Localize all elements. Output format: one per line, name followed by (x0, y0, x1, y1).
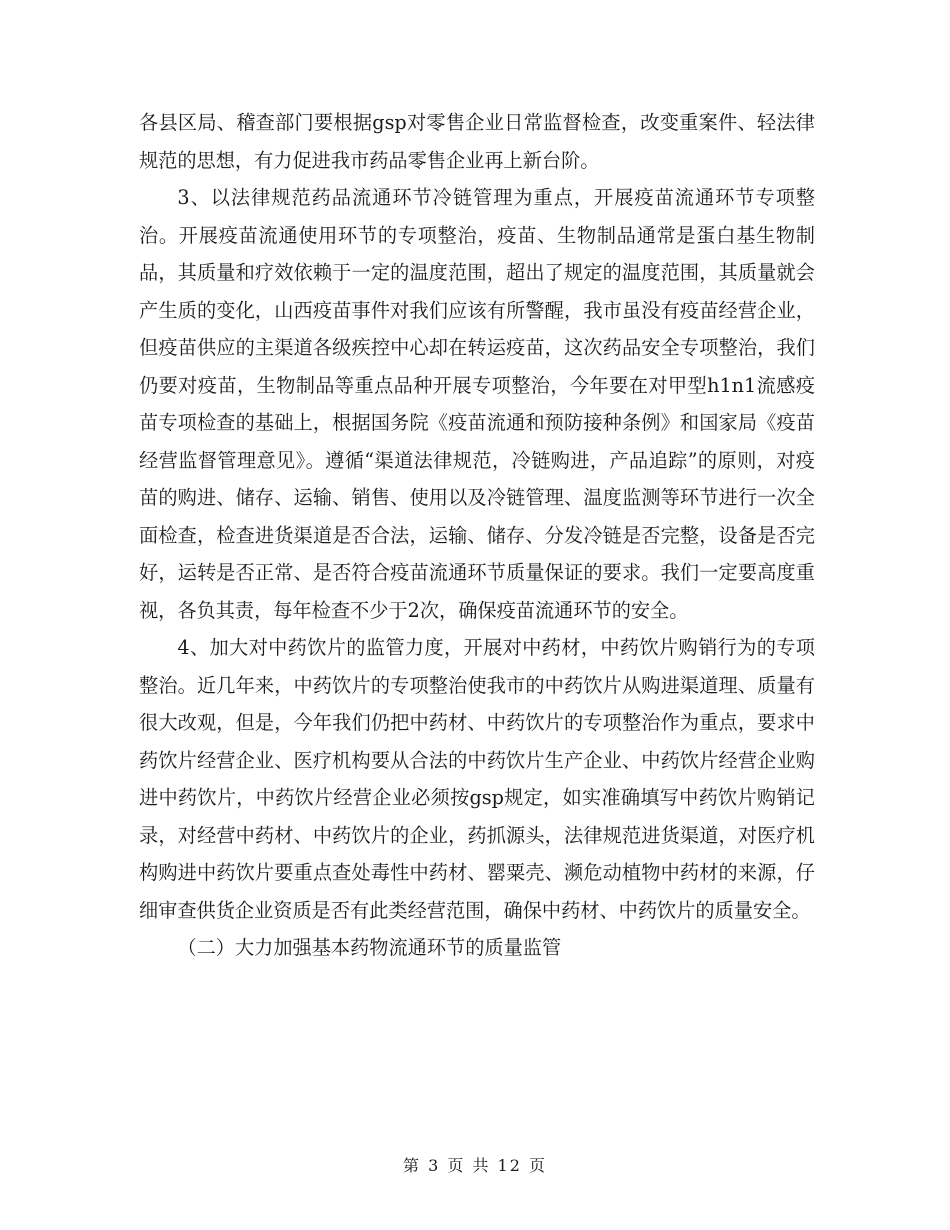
page-footer: 第 3 页 共 12 页 (403, 1156, 547, 1175)
paragraph-item-4: 4、加大对中药饮片的监管力度，开展对中药材，中药饮片购销行为的专项整治。近几年来，中药饮片的专项整治使我市的中药饮片从购进渠道理、质量有很大改观，但是，今年我们仍把中药材、中药饮片的专项整治作为重点，要求中药饮片经营企业、医疗机构要从合法的中药饮片生产企业、中药饮片经营企业购进中药饮片，中药饮片经营企业必须按gsp规定，如实准确填写中药饮片购销记录，对经营中药材、中药饮片的企业，药抓源头，法律规范进货渠道，对医疗机构购进中药饮片要重点查处毒性中药材、罂粟壳、濒危动植物中药材的来源，仔细审查供货企业资质是否有此类经营范围，确保中药材、中药饮片的质量安全。 (139, 636, 815, 922)
section-heading: （二）大力加强基本药物流通环节的质量监管 (177, 936, 562, 959)
paragraph-item-3: 3、以法律规范药品流通环节冷链管理为重点，开展疫苗流通环节专项整治。开展疫苗流通使用环节的专项整治，疫苗、生物制品通常是蛋白基生物制品，其质量和疗效依赖于一定的温度范围，超出了规定的温度范围，其质量就会产生质的变化，山西疫苗事件对我们应该有所警醒，我市虽没有疫苗经营企业，但疫苗供应的主渠道各级疾控中心却在转运疫苗，这次药品安全专项整治，我们仍要对疫苗，生物制品等重点品种开展专项整治，今年要在对甲型h1n1流感疫苗专项检查的基础上，根据国务院《疫苗流通和预防接种条例》和国家局《疫苗经营监督管理意见》。遵循“渠道法律规范，冷链购进，产品追踪”的原则，对疫苗的购进、储存、运输、销售、使用以及冷链管理、温度监测等环节进行一次全面检查，检查进货渠道是否合法，运输、储存、分发冷链是否完整，设备是否完好，运转是否正常、是否符合疫苗流通环节质量保证的要求。我们一定要高度重视，各负其责，每年检查不少于2次，确保疫苗流通环节的安全。 (139, 186, 815, 622)
document-body (139, 104, 815, 967)
paragraph-continuation: 各县区局、稽查部门要根据gsp对零售企业日常监督检查，改变重案件、轻法律规范的思想，有力促进我市药品零售企业再上新台阶。 (139, 111, 815, 172)
